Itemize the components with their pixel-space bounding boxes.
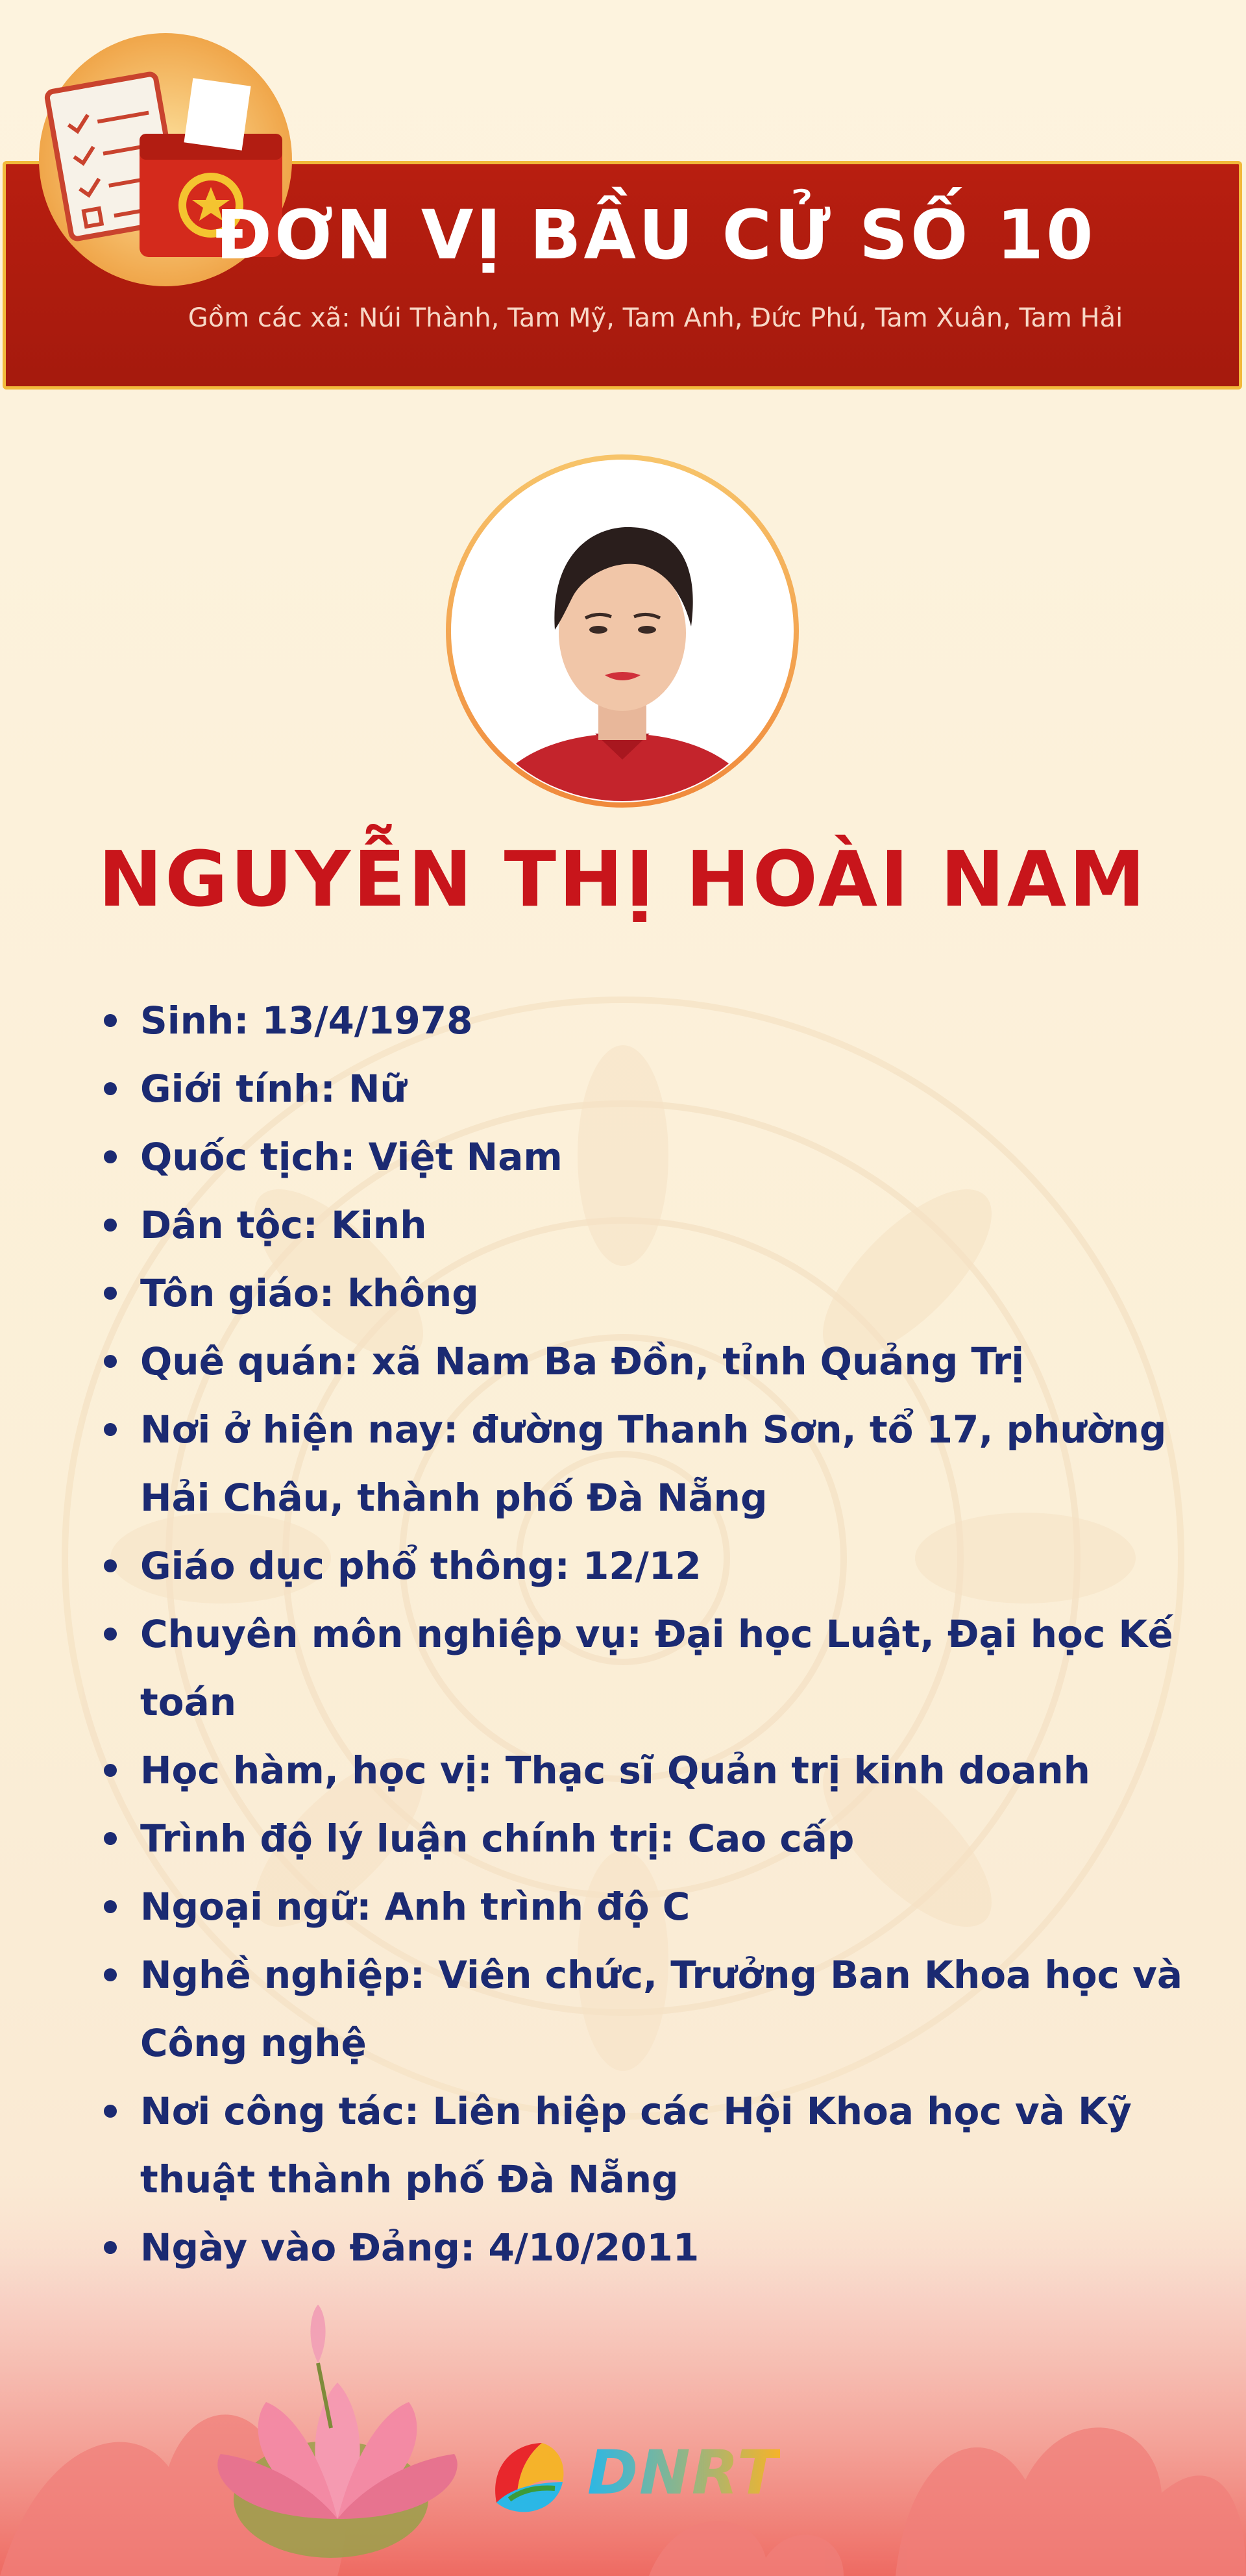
candidate-name: NGUYỄN THỊ HOÀI NAM: [98, 834, 1148, 924]
detail-academic-degree: Học hàm, học vị: Thạc sĩ Quản trị kinh doanh: [97, 1737, 1188, 1805]
detail-residence: Nơi ở hiện nay: đường Thanh Sơn, tổ 17, phường Hải Châu, thành phố Đà Nẵng: [97, 1396, 1188, 1532]
detail-birth: Sinh: 13/4/1978: [97, 987, 1188, 1055]
dnrt-logo: [483, 2431, 780, 2522]
detail-ethnicity: Dân tộc: Kinh: [97, 1191, 1188, 1259]
detail-religion: Tôn giáo: không: [97, 1259, 1188, 1328]
detail-general-education: Giáo dục phổ thông: 12/12: [97, 1532, 1188, 1600]
banner-title: ĐƠN VỊ BẦU CỬ SỐ 10: [215, 195, 1096, 275]
banner-subtitle: Gồm các xã: Núi Thành, Tam Mỹ, Tam Anh, Đức Phú, Tam Xuân, Tam Hải: [188, 303, 1123, 333]
detail-party-join-date: Ngày vào Đảng: 4/10/2011: [97, 2214, 1188, 2282]
detail-gender: Giới tính: Nữ: [97, 1055, 1188, 1123]
candidate-portrait: [446, 454, 799, 808]
detail-workplace: Nơi công tác: Liên hiệp các Hội Khoa học và Kỹ thuật thành phố Đà Nẵng: [97, 2077, 1188, 2214]
detail-hometown: Quê quán: xã Nam Ba Đồn, tỉnh Quảng Trị: [97, 1328, 1188, 1396]
candidate-details-list: [97, 987, 1188, 2282]
detail-nationality: Quốc tịch: Việt Nam: [97, 1123, 1188, 1191]
detail-occupation: Nghề nghiệp: Viên chức, Trưởng Ban Khoa học và Công nghệ: [97, 1941, 1188, 2077]
dnrt-logo-icon: [483, 2431, 574, 2522]
detail-foreign-language: Ngoại ngữ: Anh trình độ C: [97, 1873, 1188, 1941]
detail-professional-qualification: Chuyên môn nghiệp vụ: Đại học Luật, Đại học Kế toán: [97, 1600, 1188, 1737]
detail-political-theory: Trình độ lý luận chính trị: Cao cấp: [97, 1805, 1188, 1873]
logo-text: DNRT: [587, 2438, 780, 2508]
